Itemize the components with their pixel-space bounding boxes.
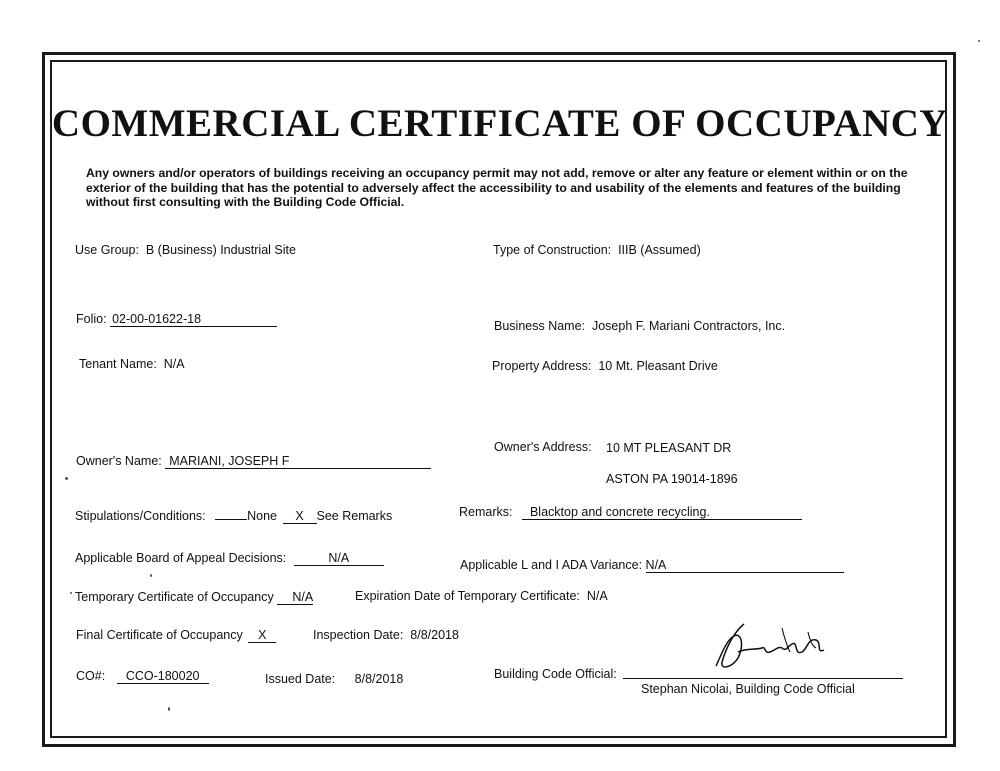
construction-field (493, 243, 701, 257)
tenant-field (79, 357, 185, 371)
use-group-label: Use Group: (75, 243, 139, 257)
business-value: Joseph F. Mariani Contractors, Inc. (591, 319, 786, 333)
property-label: Property Address: (492, 359, 592, 373)
scan-speck (150, 574, 152, 577)
temp-co-value: N/A (277, 591, 313, 605)
stipulations-label: Stipulations/Conditions: (75, 509, 206, 523)
ada-value: N/A (646, 559, 844, 573)
co-number-label: CO#: (76, 669, 106, 683)
signature-line (623, 678, 903, 679)
folio-field (76, 312, 277, 327)
scan-speck (978, 40, 980, 42)
owner-name-field (76, 454, 431, 469)
business-label: Business Name: (494, 319, 586, 333)
property-value: 10 Mt. Pleasant Drive (598, 359, 718, 373)
scan-speck (65, 477, 68, 480)
temp-expiration-label: Expiration Date of Temporary Certificate: (355, 589, 580, 603)
issued-field (265, 672, 403, 686)
inspection-value: 8/8/2018 (410, 628, 459, 642)
official-label: Building Code Official: (494, 667, 617, 681)
owner-name-label: Owner's Name: (76, 454, 162, 468)
final-co-field (76, 628, 276, 643)
folio-value: 02-00-01622-18 (110, 313, 277, 327)
co-number-value: CCO-180020 (117, 670, 209, 684)
remarks-value: Blacktop and concrete recycling. (522, 506, 802, 520)
stipulations-remarks-label: See Remarks (316, 509, 393, 523)
owner-address-line1: 10 MT PLEASANT DR (606, 441, 732, 455)
remarks-label: Remarks: (459, 505, 513, 519)
official-name: Stephan Nicolai, Building Code Official (641, 682, 855, 696)
use-group-field (75, 243, 296, 257)
co-number-field (76, 669, 209, 684)
issued-label: Issued Date: (265, 672, 336, 686)
board-appeal-value: N/A (294, 552, 384, 566)
owner-address-label: Owner's Address: (494, 440, 592, 454)
board-appeal-label: Applicable Board of Appeal Decisions: (75, 551, 287, 565)
folio-label: Folio: (76, 312, 107, 326)
temp-expiration-value: N/A (586, 589, 608, 603)
temp-co-label: Temporary Certificate of Occupancy (75, 590, 274, 604)
temp-expiration-field (355, 589, 608, 603)
final-co-label: Final Certificate of Occupancy (76, 628, 243, 642)
scan-speck (168, 707, 170, 711)
construction-label: Type of Construction: (493, 243, 612, 257)
final-co-mark: X (248, 629, 276, 643)
property-field (492, 359, 718, 373)
owner-name-value: MARIANI, JOSEPH F (165, 455, 431, 469)
certificate-title: COMMERCIAL CERTIFICATE OF OCCUPANCY (51, 102, 949, 145)
issued-value: 8/8/2018 (354, 672, 404, 686)
tenant-label: Tenant Name: (79, 357, 157, 371)
inspection-label: Inspection Date: (313, 628, 404, 642)
scan-speck (70, 592, 72, 594)
business-field (494, 319, 785, 333)
board-appeal-field (75, 551, 384, 566)
stipulations-mark: X (283, 510, 317, 524)
owner-address-line2: ASTON PA 19014-1896 (606, 472, 738, 486)
official-signature (712, 618, 832, 674)
use-group-value: B (Business) Industrial Site (145, 243, 296, 257)
accessibility-notice: Any owners and/or operators of buildings receiving an occupancy permit may not add, remove or alter any feature or element within or on the exterior of the building that has the potential to adversely affect the accessibility to and usability of the elements and features of the building without first consulting with the Building Code Official. (86, 166, 908, 209)
construction-value: IIIB (Assumed) (618, 243, 701, 257)
stipulations-field (75, 509, 392, 524)
stipulations-none-label: None (247, 509, 278, 523)
temp-co-field (75, 590, 313, 605)
remarks-field (459, 505, 802, 520)
ada-label: Applicable L and I ADA Variance: (460, 558, 643, 572)
none-blank (215, 519, 247, 520)
inspection-field (313, 628, 459, 642)
ada-field (460, 558, 844, 573)
tenant-value: N/A (163, 357, 185, 371)
